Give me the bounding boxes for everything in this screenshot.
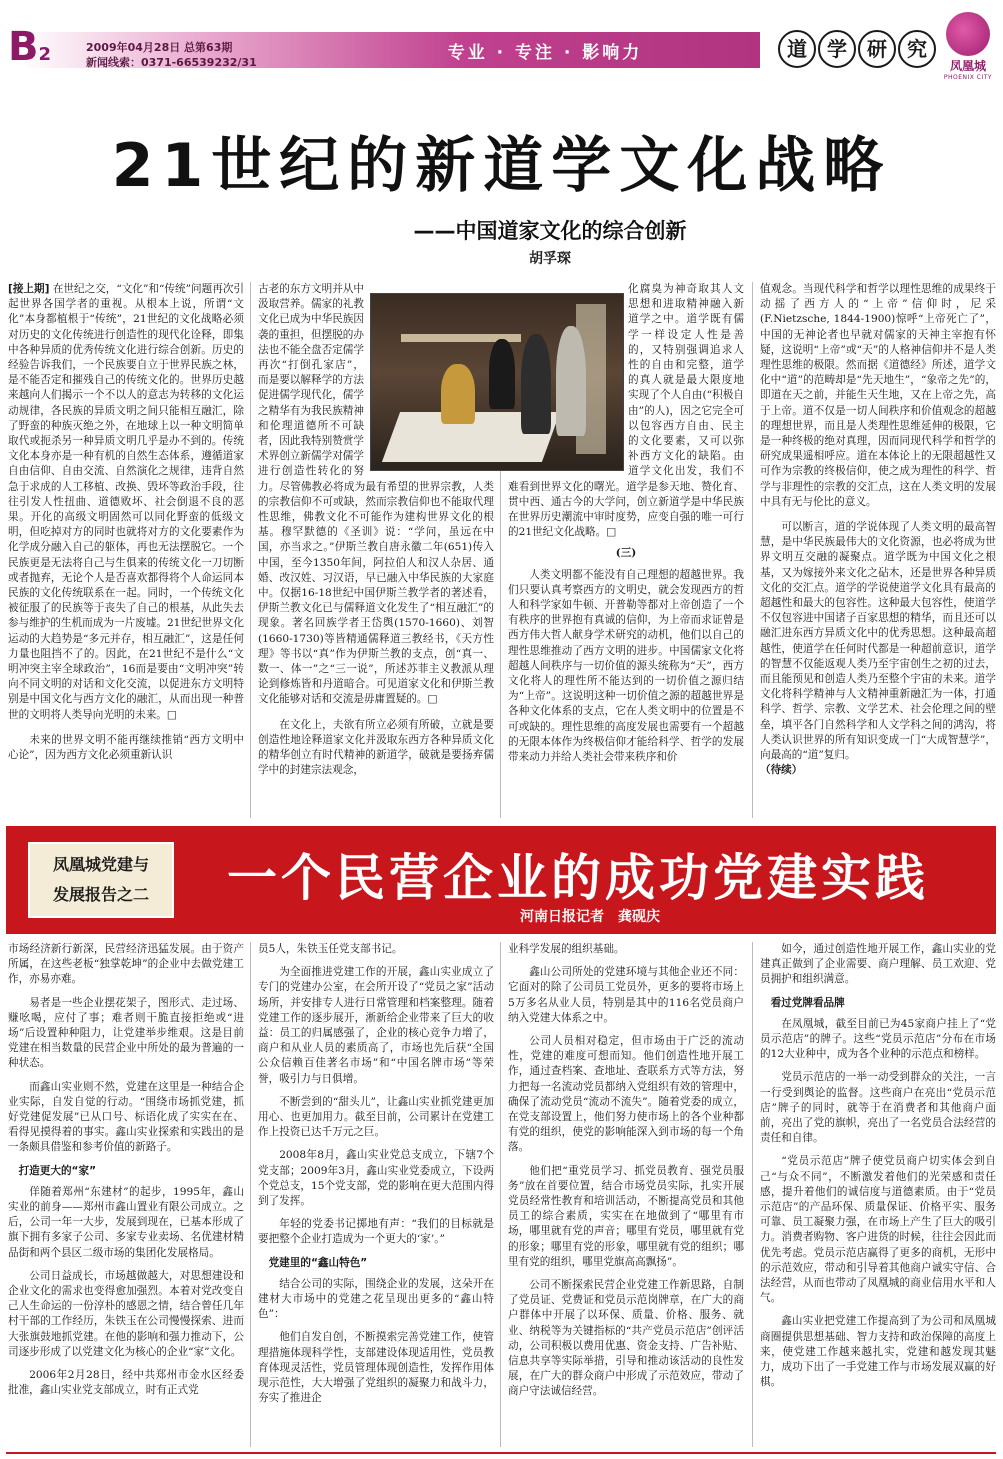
- person-figure: [441, 364, 475, 424]
- to-be-continued: （待续）: [760, 764, 803, 777]
- logo-name: 凤凰城: [949, 59, 986, 73]
- page-bottom-rule: [6, 1452, 996, 1454]
- article-paragraph: 结合公司的实际，围绕企业的发展，这朵开在建材大市场中的党建之花呈现出更多的“鑫山特色”：: [258, 1277, 494, 1321]
- column-rule: [752, 282, 753, 818]
- column-char: 究: [898, 30, 936, 68]
- article-paragraph: 公司不断探索民营企业党建工作新思路，自制了党员证、党费证和党员示范岗牌章，在广大的商户群体中开展了以环保、质量、价格、服务、就业、纳税等为关键指标的“共产党员示范店”创评活动，公司积极以费用优惠、资金支持、广告补贴、信息共享等实际举措，引导和推动该活动的良性发展，在广大的群众商户中形成了示范效应，带动了商户守法诚信经营。: [508, 1279, 744, 1398]
- column-rule: [500, 470, 501, 818]
- article-paragraph: 人类文明都不能没有自己理想的超越世界。我们只要认真考察西方的文明史，就会发现西方的哲人和科学家如牛顿、开普勒等都对上帝创造了一个有秩序的世界抱有真诚的信仰，为上帝而求证曾是西方伟大哲人献身学术研究的动机，他们以自己的理性思维推动了西方文明的进步。中国儒家文化将超越人间秩序与一切价值的源头统称为“天”，西方文化将人的理性所不能达到的一切价值之源归结为“上帝”。这说明这种一切价值之源的超越世界是各种文化体系的支点，它在人类文明中的位置是不可或缺的。理性思维的高度发展也需要有一个超越的无限本体作为终极信仰才能给科学、哲学的发展带来动力并给人类社会带来秩序和价: [508, 568, 744, 764]
- person-figure: [521, 334, 551, 434]
- article-paragraph: 可以断言，道的学说体现了人类文明的最高智慧，是中华民族最伟大的文化资源，也必将成为世界文明互交融的凝聚点。道学既为中国文化之根基，又为嫁接外来文化之砧木，还是世界各种异质文化的交汇点。道学的学说使道学文化具有最高的超越性和最大的包容性。这种最大包容性，使道学不仅包容进中国诸子百家思想的精华，而且还可以融汇进东西方异质文化中的优秀思想。这种最高超越性，使道学在任何时代都是一种超前意识，道学的智慧不仅能返观人类乃至宇宙创生之初的过去，而且能预见和创造人类乃至整个宇宙的未来。道学文化将科学精神与人文精神重新融汇为一体，打通科学、哲学、宗教、文学艺术、社会伦理之间的壁垒，填平各门自然科学和人文学科之间的鸿沟，将人类认识世界的所有知识变成一门“大成智慧学”，向最高的“道”复归。: [760, 521, 996, 762]
- page-code: B2: [8, 24, 52, 70]
- issue-date: 2009年04月28日 总第63期: [86, 41, 233, 54]
- article-paragraph: 公司人员相对稳定，但市场由于广泛的流动性，党建的难度可想而知。他们创造性地开展工作，通过查档案、查地址、查联系方式等方法，努力把每一名流动党员都纳入党组织有效的管理中，确保了流动党员“流动不流失”。随着党委的成立，在党支部设置上，他们努力使市场上的各个业种都有党的组织，使党的影响能深入到市场的每一个角落。: [508, 1035, 744, 1154]
- person-figure: [556, 326, 586, 436]
- article-photo: [370, 293, 624, 471]
- article-paragraph: 年轻的党委书记掷地有声：“我们的目标就是要把整个企业打造成为一个更大的‘家’。”: [258, 1218, 494, 1246]
- header-slogan: 专业 · 专注 · 影响力: [447, 43, 643, 63]
- column-char: 学: [818, 30, 856, 68]
- section-heading: 打造更大的“家”: [18, 1164, 97, 1177]
- article-paragraph: 业科学发展的组织基础。: [508, 943, 625, 955]
- article2-byline: 河南日报记者 龚砚庆: [520, 909, 660, 925]
- section-heading: (三): [615, 547, 637, 560]
- article-paragraph: 佯随着郑州“东建材”的起步，1995年，鑫山实业的前身——郑州市鑫山置业有限公司成立。之后，公司一年一大步，发展到现在，已基本形成了旗下拥有多家子公司、多家专业卖场、名优建材精品街和两个县区二级市场的集团化发展格局。: [8, 1185, 244, 1259]
- article-paragraph: “党员示范店”牌子使党员商户切实体会到自己“与众不同”，不断激发着他们的光荣感和责任感，提升着他们的诚信度与道德素质。由于“党员示范店”的产品环保、质量保证、价格平实、服务可靠、员工凝聚力强，在市场上产生了巨大的吸引力。消费者购物、客户进货的时候，往往会因此而优先考虑。党员示范店赢得了更多的商机，无形中的示范效应，带动和引导着其他商户诚实守信、合法经营，从而也带动了凤凰城的商业信用水平和人气。: [760, 1155, 996, 1305]
- article-paragraph: 古老的东方文明并从中汲取营养。儒家的礼教文化已成为中华民族因袭的重担，但摆脱的办法也不能全盘否定儒学再次“打倒孔家店”，而是要以解释学的方法促进儒学现代化，儒学之精华有为我民族精神和伦理道德所不可缺者，因此我特别赞赏学术界创立新儒学对儒学进行创造性转化的努力。尽管佛教必将成为最有希望的世界宗教，人类的宗教信仰不可或缺，然而宗教信仰也不能取代理性思维，佛教文化不可能作为建构世界文化的根基。穆罕默德的《圣训》说：“学问，虽远在中国，亦当求之。”伊斯兰教自唐永徽二年(651)传入中国，至今1350年间，阿拉伯人和汉人杂居、通婚、改汉姓、习汉语，早已融入中华民族的大家庭中。仅据16-18世纪中国伊斯兰教学者的著述看，伊斯兰教文化已与儒释道文化发生了“相互融汇”的现象。著名回族学者王岱舆(1570-1660)、刘智(1660-1730)等皆精通儒释道三教经书，《天方性理》等书以“真”作为伊斯兰教的支点，创“真一、数一、体一”之“三一说”，所述苏菲主义教派从理论到修炼皆和丹道暗合。可见道家文化和伊斯兰教文化能够对话和交流是毋庸置疑的。□: [258, 283, 494, 706]
- article-paragraph: 他们把“重党员学习、抓党员教育、强党员服务”放在首要位置，结合市场党员实际，扎实开展党员经常性教育和培训活动，不断提高党员和其他员工的综合素质，实实在在地做到了“哪里有市场，哪里就有党的声音；哪里有党员，哪里就有党的形象；哪里有党的形象，哪里就有党的组织；哪里有党的组织，哪里党旗高高飘扬”。: [508, 1164, 744, 1268]
- column-rule: [250, 282, 251, 818]
- article-paragraph: 而鑫山实业则不然，党建在这里是一种结合企业实际，自发自觉的行动。“围绕市场抓党建，抓好党建促发展”已从口号、标语化成了实实在在、看得见摸得着的事实。鑫山实业探索和实践出的是一条颇具借鉴和参考价值的新路子。: [8, 1080, 244, 1154]
- issue-info: [86, 40, 257, 70]
- article2-column-3: [508, 942, 744, 1447]
- article-paragraph: 值观念。当现代科学和哲学以理性思维的成果终于动摇了西方人的“上帝”信仰时，尼采(F.Nietzsche, 1844-1900)惊呼“上帝死亡了”，中国的无神论者也早就对儒家的天神主宰抱有怀疑，这说明“上帝”或“天”的人格神信仰并不是人类理性思维的极限。然而据《道德经》所述，道学文化中“道”的范畴却是“先天地生”，“象帝之先”的，即道在天之前，并能生天生地，又在上帝之先，高于上帝。道不仅是一切人间秩序和价值观念的超越的理想世界，而且是人类理性思维延伸的极限，它是一种终极的绝对真理，因而同现代科学和哲学的研究成果遥相呼应。道在本体论上的无限超越性又可作为宗教的终极信仰，使之成为理性的科学、哲学与非理性的宗教的交汇点，这在人类文明的发展中具有无与伦比的意义。: [760, 283, 996, 508]
- article-paragraph: 易者是一些企业摆花架子，图形式、走过场、赚吆喝，应付了事；难者则干脆直接拒绝或“进场”后设置种种阻力，让党建举步维艰。这是目前党建在相当数量的民营企业中所处的最为普遍的一种状态。: [8, 996, 244, 1070]
- article-paragraph: 他们自发自创，不断摸索完善党建工作，使管理措施体现科学性，支部建设体现适用性，党员教育体现灵活性，党员管理体现创造性，发挥作用体现示范性，大大增强了党组织的凝聚力和战斗力，夯实了推进企: [258, 1331, 494, 1405]
- continued-label: [接上期]: [8, 283, 50, 295]
- article-paragraph: 鑫山实业把党建工作提高到了为公司和凤凰城商圈提供思想基础、智力支持和政治保障的高度上来，使党建工作越来越扎实，党建和越发现其魅力，成功下出了一手党建工作与市场发展双赢的好棋。: [760, 1315, 996, 1389]
- article-paragraph: 党员示范店的一举一动受到群众的关注，一言一行受到舆论的监督。这些商户在亮出“党员示范店”牌子的同时，就等于在消费者和其他商户面前，亮出了党的旗帜，亮出了一名党员合法经营的责任和自律。: [760, 1071, 996, 1145]
- column-rule: [752, 942, 753, 1447]
- article-paragraph: 鑫山公司所处的党建环境与其他企业还不同：它面对的除了公司员工党员外，更多的要将市场上5万多名从业人员，特别是其中的116名党员商户纳入党建大体系之中。: [508, 966, 744, 1024]
- article-paragraph: 市场经济新行新深，民营经济迅猛发展。由于资产所属，在这些老板“独掌乾坤”的企业中去做党建工作，亦易亦难。: [8, 943, 244, 986]
- section-heading: 党建里的“鑫山特色”: [268, 1256, 368, 1269]
- article-paragraph: 2006年2月28日，经中共郑州市金水区经委批准，鑫山实业党支部成立，时有正式党: [8, 1369, 244, 1397]
- column-rule: [500, 942, 501, 1447]
- series-label-line: 发展报告之二: [52, 885, 149, 904]
- article-paragraph: 公司日益成长，市场越做越大，对思想建设和企业文化的需求也变得愈加强烈。本着对党改变自己人生命运的一份淳朴的感恩之情，结合曾任几年村干部的工作经历，朱铁玉在公司慢慢探索、进而大张旗鼓地抓党建。在他的影响和强力推动下，公司逐步形成了以党建文化为核心的企业“家”文化。: [8, 1269, 244, 1358]
- article2-title: 一个民营企业的成功党建实践: [227, 849, 929, 907]
- article-paragraph: 如今，通过创造性地开展工作，鑫山实业的党建真正做到了企业需要、商户理解、员工欢迎、党员拥护和组织满意。: [760, 943, 996, 986]
- article-paragraph: 化腐臭为神奇取其人文思想和进取精神融入新道学之中。道学既有儒学一样设定人性是善的，又特别强调追求人性的自由和完整，道学的真人就是最大限度地实现了个人自由(“积极自由”的人)，因之它完全可以包容西方自由、民主的文化要素，又可以弥补西方文化的缺陷。由道学文化出发，我们不难看到世界文化的曙光。道学是参天地、赞化育、贯中西、通古今的大学问，创立新道学是中华民族在世界历史潮流中审时度势，应变自强的唯一可行的21世纪文化战略。□: [508, 283, 744, 539]
- article1-author: 胡孚琛: [529, 251, 571, 267]
- article-paragraph: 员5人，朱铁玉任党支部书记。: [258, 943, 403, 955]
- article1-title: 21世纪的新道学文化战略: [111, 131, 892, 201]
- column-name: [778, 30, 936, 70]
- article-paragraph: 为全面推进党建工作的开展，鑫山实业成立了专门的党建办公室，在会所开设了“党员之家”活动场所，并安排专人进行日常管理和档案整理。随着党建工作的逐步展开，淅新给企业带来了巨大的收益：员工的归属感强了，企业的核心竞争力增了，商户和从业人员的素质高了，市场也先后获“全国公众信赖百佳著名市场”和“中国名牌市场”等荣誉，吸引力与日俱增。: [258, 966, 494, 1085]
- article2-column-1: [8, 942, 244, 1447]
- column-rule: [250, 942, 251, 1447]
- article2-column-2: [258, 942, 494, 1447]
- series-label-box: [28, 842, 174, 918]
- article1-subtitle: ——中国道家文化的综合创新: [413, 219, 687, 243]
- person-figure: [489, 339, 515, 409]
- news-hotline: 新闻线索：0371-66539232/31: [86, 56, 257, 69]
- article-paragraph: 在凤凰城，截至目前已为45家商户挂上了“党员示范店”的牌子。这些“党员示范店”分布在市场的12大业种中，成为各个业种的示范点和榜样。: [760, 1017, 996, 1061]
- article-paragraph: 2008年8月，鑫山实业党总支成立，下辖7个党支部；2009年3月，鑫山实业党委成立，下设两个党总支，15个党支部，党的影响在更大范围内得到了发挥。: [258, 1149, 494, 1208]
- article-paragraph: 未来的世界文明不能再继续推销“西方文明中心论”，因为西方文化必须重新认识: [8, 733, 244, 762]
- phoenix-logo-icon: [946, 12, 990, 56]
- section-heading: 看过党牌看品牌: [770, 996, 845, 1009]
- article1-column-1: [8, 282, 244, 818]
- series-label-line: 凤凰城党建与: [52, 855, 149, 874]
- column-char: 道: [778, 30, 816, 68]
- article2-column-4: [760, 942, 996, 1447]
- logo-subtitle: PHOENIX CITY: [943, 74, 993, 81]
- article-paragraph: 在文化上，夫欲有所立必须有所破，立就是要创造性地诠释道家文化并汲取东西方各种异质文化的精华创立有时代精神的新道学，破就是要扬弃儒学中的封建宗法观念，: [258, 718, 494, 777]
- article-paragraph: [接上期] 在世纪之交，“文化”和“传统”问题再次引起世界各国学者的重视。从根本上说，所谓“文化”本身都植根于“传统”，21世纪的文化战略必须对历史的文化传统进行创造性的现代化诠释，即集中各种异质的优秀传统文化进行综合创新。历史的经验告诉我们，一个民族要自立于世界民族之林，是不能否定和摧残自己的传统文化的。世界历史越来越向人们揭示一个不以人的意志为转移的文化运动规律，各民族的异质文明之间只能相互融汇，除了野蛮的种族灭绝之外，在地球上以一种文明简单取代或扼杀另一种异质文明几乎是办不到的。传统文化本身亦是一种有机的自然生态体系，遵循道家自由信仰、自由交流、自然演化之规律，违背自然急于求成的人工移植、改换、毁坏等政治手段，往往引发人性扭曲、道德败坏、社会倒退不良的恶果。开化的高级文明固然可以同化野蛮的低级文明，但吃掉对方的同时也就将对方的文化要素作为化学成分融入自己的躯体，再也无法摆脱它。一个民族更是无法将自己与生俱来的传统文化一刀切断或者抛弃，无论个人是否喜欢都得将个人命运同本民族的文化传统联系在一起。同时，一个传统文化被征服了的民族等于丧失了自己的根基，从此失去参与维护的生机而成为一片废墟。21世纪世界文化运动的大趋势是“多元并存，相互融汇”，这是任何力量也阻挡不了的。因此，在21世纪不是什么“文明冲突主宰全球政治”，16而是要由“文明冲突”转向不同文明的对话和文化交流，以促进东方文明特别是中国文化与西方文化的融汇，从而出现一种普世的文明将人类导向光明的未来。□: [8, 283, 244, 721]
- phoenix-city-logo: [940, 12, 996, 81]
- article-paragraph: 不断尝到的“甜头儿”，让鑫山实业抓党建更加用心、也更加用力。截至目前，公司累计在党建工作上投资已达千万元之巨。: [258, 1095, 494, 1139]
- article1-column-4: [760, 282, 996, 818]
- column-char: 研: [858, 30, 896, 68]
